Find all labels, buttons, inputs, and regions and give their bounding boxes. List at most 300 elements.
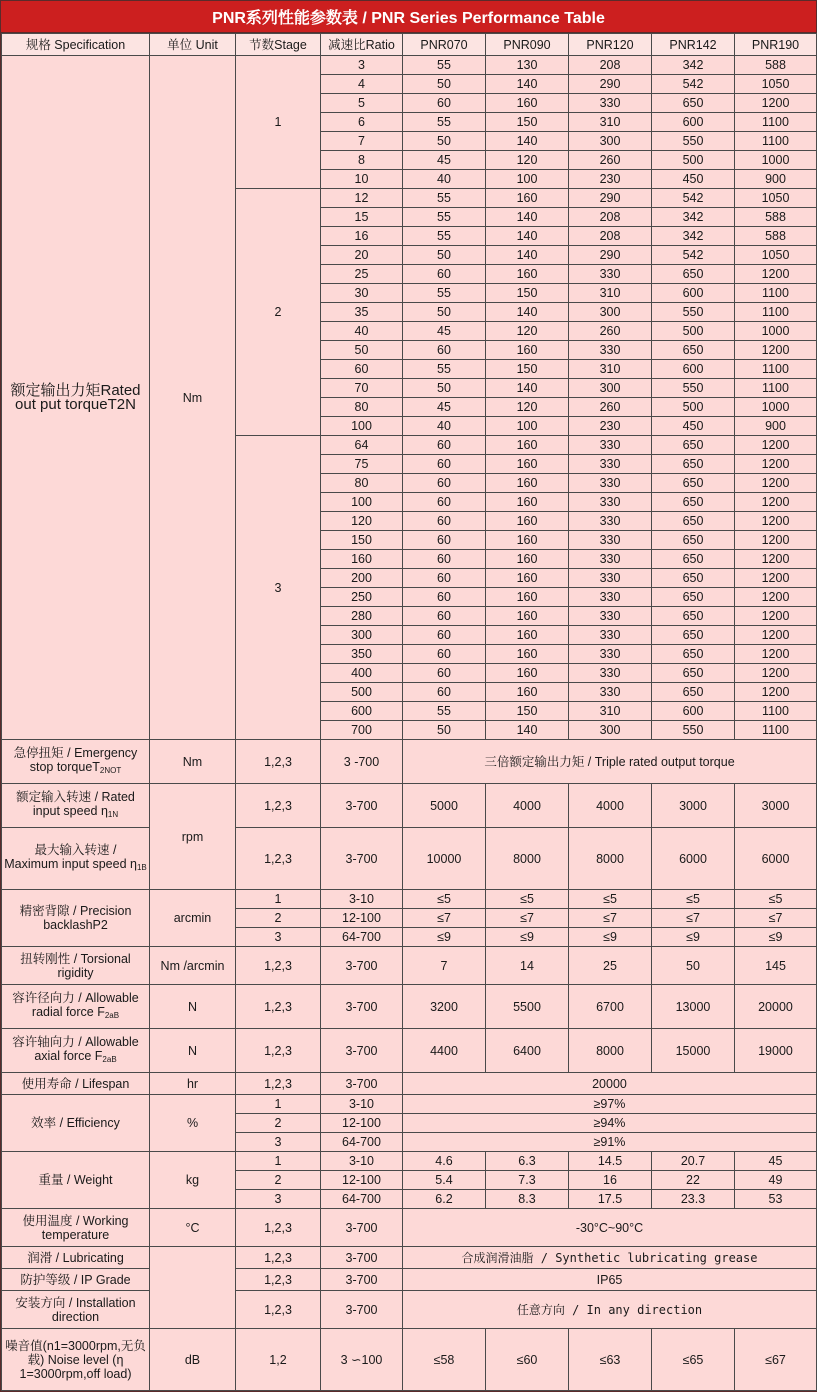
value-cell: 100	[486, 170, 569, 189]
ratio-cell: 7	[321, 132, 403, 151]
rated-speed-label-line1: 额定输入转速 / Rated	[16, 789, 135, 804]
value-cell: 550	[652, 132, 735, 151]
value-cell: 60	[403, 645, 486, 664]
value-cell: 60	[403, 455, 486, 474]
unit-cell: Nm /arcmin	[150, 947, 236, 985]
ratio-cell: 64	[321, 436, 403, 455]
value-cell: 310	[569, 360, 652, 379]
value-cell: 50	[403, 132, 486, 151]
ratio-cell: 3-700	[321, 784, 403, 828]
radial-force-label-subscript: 2aB	[104, 1010, 120, 1020]
value-cell: 600	[652, 702, 735, 721]
value-cell: 300	[569, 379, 652, 398]
noise-label: 噪音值(n1=3000rpm,无负载) Noise level (η 1=3000rpm,off load)	[2, 1329, 150, 1391]
value-cell: ≤67	[735, 1329, 817, 1391]
value-cell: 550	[652, 303, 735, 322]
emergency-label-line2: stop torqueT	[29, 759, 100, 774]
value-cell: 10000	[403, 828, 486, 890]
ratio-cell: 3-700	[321, 1291, 403, 1329]
value-cell: 1200	[735, 607, 817, 626]
value-cell: 1200	[735, 588, 817, 607]
value-cell: 8000	[569, 828, 652, 890]
unit-cell: rpm	[150, 784, 236, 890]
ratio-cell: 64-700	[321, 928, 403, 947]
table-row	[2, 1152, 817, 1171]
value-cell: 500	[652, 151, 735, 170]
value-cell: -30°C~90°C	[403, 1209, 817, 1247]
value-cell: 6000	[652, 828, 735, 890]
value-cell: 550	[652, 721, 735, 740]
table-row	[2, 947, 817, 985]
value-cell: 1100	[735, 360, 817, 379]
value-cell: 650	[652, 512, 735, 531]
value-cell: 140	[486, 379, 569, 398]
value-cell: 230	[569, 170, 652, 189]
column-header: 规格 Specification	[2, 34, 150, 56]
value-cell: 55	[403, 208, 486, 227]
table-row	[2, 1095, 817, 1114]
value-cell: 160	[486, 265, 569, 284]
value-cell: 160	[486, 588, 569, 607]
value-cell: ≤9	[735, 928, 817, 947]
value-cell: 208	[569, 208, 652, 227]
value-cell: 650	[652, 569, 735, 588]
value-cell: ≤58	[403, 1329, 486, 1391]
table-row	[2, 1269, 817, 1291]
value-cell: 1200	[735, 265, 817, 284]
column-header: PNR090	[486, 34, 569, 56]
unit-cell: dB	[150, 1329, 236, 1391]
value-cell: 1200	[735, 645, 817, 664]
value-cell: 650	[652, 626, 735, 645]
table-title: PNR系列性能参数表 / PNR Series Performance Table	[1, 1, 816, 33]
value-cell: 60	[403, 626, 486, 645]
value-cell: 310	[569, 113, 652, 132]
ratio-cell: 3-700	[321, 1029, 403, 1073]
value-cell: 1100	[735, 303, 817, 322]
value-cell: 三倍额定输出力矩 / Triple rated output torque	[403, 740, 817, 784]
value-cell: 542	[652, 246, 735, 265]
value-cell: 140	[486, 75, 569, 94]
ratio-cell: 3-700	[321, 947, 403, 985]
stage-cell: 1,2,3	[236, 1073, 321, 1095]
value-cell: 20.7	[652, 1152, 735, 1171]
ratio-cell: 25	[321, 265, 403, 284]
ratio-cell: 700	[321, 721, 403, 740]
value-cell: 500	[652, 398, 735, 417]
value-cell: 60	[403, 265, 486, 284]
value-cell: 6000	[735, 828, 817, 890]
ratio-cell: 3-700	[321, 828, 403, 890]
ratio-cell: 8	[321, 151, 403, 170]
ratio-cell: 10	[321, 170, 403, 189]
ratio-cell: 64-700	[321, 1190, 403, 1209]
value-cell: 55	[403, 227, 486, 246]
value-cell: 55	[403, 56, 486, 75]
value-cell: 20000	[735, 985, 817, 1029]
value-cell: 60	[403, 341, 486, 360]
ratio-cell: 250	[321, 588, 403, 607]
value-cell: 150	[486, 113, 569, 132]
value-cell: 160	[486, 474, 569, 493]
axial-force-label-line1: 容许轴向力 / Allowable	[12, 1034, 139, 1049]
max-speed-label-line2: Maximum input speed η	[4, 856, 137, 871]
value-cell: 1200	[735, 664, 817, 683]
value-cell: ≤7	[403, 909, 486, 928]
value-cell: 160	[486, 94, 569, 113]
value-cell: 1200	[735, 341, 817, 360]
axial-force-label	[2, 1029, 150, 1073]
value-cell: 650	[652, 664, 735, 683]
value-cell: 650	[652, 341, 735, 360]
value-cell: 450	[652, 170, 735, 189]
value-cell: 160	[486, 455, 569, 474]
stage-cell: 1	[236, 890, 321, 909]
ratio-cell: 3-700	[321, 1247, 403, 1269]
rated-speed-label-subscript: 1N	[107, 809, 119, 819]
value-cell: 60	[403, 436, 486, 455]
table-row	[2, 1073, 817, 1095]
ratio-cell: 12-100	[321, 1171, 403, 1190]
ratio-cell: 75	[321, 455, 403, 474]
value-cell: 650	[652, 607, 735, 626]
value-cell: 160	[486, 664, 569, 683]
ratio-cell: 80	[321, 398, 403, 417]
ratio-cell: 16	[321, 227, 403, 246]
value-cell: 330	[569, 455, 652, 474]
torque-label: 额定输出力矩Rated out put torqueT2N	[2, 56, 150, 740]
table-row	[2, 1291, 817, 1329]
value-cell: 160	[486, 531, 569, 550]
ratio-cell: 70	[321, 379, 403, 398]
value-cell: 160	[486, 626, 569, 645]
stage-cell: 1,2,3	[236, 985, 321, 1029]
value-cell: 160	[486, 607, 569, 626]
value-cell: 50	[403, 721, 486, 740]
value-cell: 550	[652, 379, 735, 398]
stage-cell: 1,2,3	[236, 784, 321, 828]
value-cell: ≤7	[486, 909, 569, 928]
value-cell: 330	[569, 512, 652, 531]
value-cell: 120	[486, 322, 569, 341]
column-header: 减速比Ratio	[321, 34, 403, 56]
value-cell: ≤9	[486, 928, 569, 947]
value-cell: 160	[486, 493, 569, 512]
value-cell: 1200	[735, 94, 817, 113]
ratio-cell: 60	[321, 360, 403, 379]
value-cell: 290	[569, 246, 652, 265]
max-speed-label	[2, 828, 150, 890]
value-cell: 60	[403, 569, 486, 588]
value-cell: 330	[569, 531, 652, 550]
value-cell: 160	[486, 569, 569, 588]
ratio-cell: 3-700	[321, 1073, 403, 1095]
value-cell: 342	[652, 56, 735, 75]
value-cell: ≤9	[569, 928, 652, 947]
value-cell: 120	[486, 151, 569, 170]
stage-cell: 2	[236, 909, 321, 928]
value-cell: 1200	[735, 474, 817, 493]
value-cell: ≤7	[735, 909, 817, 928]
value-cell: 15000	[652, 1029, 735, 1073]
ratio-cell: 200	[321, 569, 403, 588]
stage-cell: 1	[236, 56, 321, 189]
value-cell: 60	[403, 512, 486, 531]
value-cell: 140	[486, 132, 569, 151]
rated-speed-label-line2: input speed η	[32, 803, 108, 818]
value-cell: 55	[403, 702, 486, 721]
value-cell: 650	[652, 94, 735, 113]
ratio-cell: 100	[321, 417, 403, 436]
unit-cell	[150, 1247, 236, 1329]
value-cell: 23.3	[652, 1190, 735, 1209]
value-cell: 290	[569, 75, 652, 94]
ratio-cell: 12-100	[321, 909, 403, 928]
value-cell: 650	[652, 493, 735, 512]
ratio-cell: 3-700	[321, 985, 403, 1029]
value-cell: 60	[403, 588, 486, 607]
value-cell: 50	[403, 75, 486, 94]
ratio-cell: 3	[321, 56, 403, 75]
value-cell: 330	[569, 626, 652, 645]
value-cell: 160	[486, 512, 569, 531]
value-cell: 330	[569, 493, 652, 512]
value-cell: 5500	[486, 985, 569, 1029]
value-cell: 230	[569, 417, 652, 436]
ratio-cell: 600	[321, 702, 403, 721]
ratio-cell: 300	[321, 626, 403, 645]
value-cell: 60	[403, 683, 486, 702]
unit-cell: hr	[150, 1073, 236, 1095]
stage-cell: 1,2,3	[236, 1247, 321, 1269]
value-cell: 160	[486, 550, 569, 569]
value-cell: 1100	[735, 702, 817, 721]
value-cell: 650	[652, 550, 735, 569]
ratio-cell: 30	[321, 284, 403, 303]
value-cell: 3200	[403, 985, 486, 1029]
value-cell: 1100	[735, 113, 817, 132]
table-row	[2, 985, 817, 1029]
value-cell: 140	[486, 227, 569, 246]
stage-cell: 3	[236, 928, 321, 947]
value-cell: 140	[486, 208, 569, 227]
value-cell: 40	[403, 417, 486, 436]
column-header: 节数Stage	[236, 34, 321, 56]
ratio-cell: 100	[321, 493, 403, 512]
value-cell: 1000	[735, 398, 817, 417]
stage-cell: 1,2	[236, 1329, 321, 1391]
value-cell: 1200	[735, 455, 817, 474]
value-cell: 1000	[735, 151, 817, 170]
ratio-cell: 500	[321, 683, 403, 702]
value-cell: 3000	[652, 784, 735, 828]
value-cell: 20000	[403, 1073, 817, 1095]
lifespan-label: 使用寿命 / Lifespan	[2, 1073, 150, 1095]
stage-cell: 3	[236, 1190, 321, 1209]
value-cell: 330	[569, 474, 652, 493]
ratio-cell: 40	[321, 322, 403, 341]
column-header: PNR142	[652, 34, 735, 56]
value-cell: 330	[569, 265, 652, 284]
value-cell: 160	[486, 341, 569, 360]
value-cell: 542	[652, 189, 735, 208]
value-cell: 300	[569, 721, 652, 740]
value-cell: 50	[403, 303, 486, 322]
value-cell: 650	[652, 531, 735, 550]
stage-cell: 1	[236, 1152, 321, 1171]
ratio-cell: 120	[321, 512, 403, 531]
value-cell: 310	[569, 284, 652, 303]
value-cell: 55	[403, 189, 486, 208]
axial-force-label-subscript: 2aB	[102, 1054, 117, 1064]
value-cell: 588	[735, 56, 817, 75]
stage-cell: 2	[236, 1114, 321, 1133]
value-cell: 6.3	[486, 1152, 569, 1171]
value-cell: 300	[569, 132, 652, 151]
value-cell: 6.2	[403, 1190, 486, 1209]
value-cell: 900	[735, 417, 817, 436]
ratio-cell: 12-100	[321, 1114, 403, 1133]
value-cell: 650	[652, 683, 735, 702]
value-cell: 600	[652, 113, 735, 132]
table-row	[2, 56, 817, 75]
value-cell: 330	[569, 341, 652, 360]
stage-cell: 2	[236, 189, 321, 436]
stage-cell: 2	[236, 1171, 321, 1190]
value-cell: 19000	[735, 1029, 817, 1073]
value-cell: 650	[652, 588, 735, 607]
unit-cell: N	[150, 985, 236, 1029]
value-cell: 60	[403, 474, 486, 493]
value-cell: 50	[652, 947, 735, 985]
value-cell: 160	[486, 436, 569, 455]
value-cell: 330	[569, 683, 652, 702]
value-cell: 145	[735, 947, 817, 985]
ratio-cell: 4	[321, 75, 403, 94]
value-cell: 600	[652, 284, 735, 303]
stage-cell: 1,2,3	[236, 1291, 321, 1329]
value-cell: 260	[569, 398, 652, 417]
value-cell: 150	[486, 284, 569, 303]
max-speed-label-line1: 最大输入转速 /	[34, 842, 117, 857]
ratio-cell: 3-10	[321, 1152, 403, 1171]
radial-force-label	[2, 985, 150, 1029]
radial-force-label-line2: radial force F	[31, 1004, 105, 1019]
value-cell: 100	[486, 417, 569, 436]
ratio-cell: 15	[321, 208, 403, 227]
emergency-label-subscript: 2NOT	[99, 765, 122, 775]
value-cell: 45	[735, 1152, 817, 1171]
value-cell: 150	[486, 702, 569, 721]
ratio-cell: 35	[321, 303, 403, 322]
value-cell: 330	[569, 588, 652, 607]
value-cell: 5.4	[403, 1171, 486, 1190]
value-cell: 330	[569, 664, 652, 683]
value-cell: 330	[569, 550, 652, 569]
ratio-cell: 5	[321, 94, 403, 113]
table-row	[2, 34, 817, 56]
value-cell: 342	[652, 227, 735, 246]
value-cell: 55	[403, 284, 486, 303]
emergency-label-line1: 急停扭矩 / Emergency	[13, 745, 138, 760]
value-cell: 60	[403, 493, 486, 512]
value-cell: 49	[735, 1171, 817, 1190]
value-cell: 542	[652, 75, 735, 94]
ip-grade-label: 防护等级 / IP Grade	[2, 1269, 150, 1291]
value-cell: 7	[403, 947, 486, 985]
ratio-cell: 280	[321, 607, 403, 626]
weight-label: 重量 / Weight	[2, 1152, 150, 1209]
value-cell: 8.3	[486, 1190, 569, 1209]
value-cell: 588	[735, 227, 817, 246]
stage-cell: 3	[236, 436, 321, 740]
value-cell: 1200	[735, 512, 817, 531]
value-cell: 450	[652, 417, 735, 436]
value-cell: 160	[486, 683, 569, 702]
value-cell: 4000	[486, 784, 569, 828]
unit-cell: %	[150, 1095, 236, 1152]
stage-cell: 1,2,3	[236, 1029, 321, 1073]
value-cell: 45	[403, 151, 486, 170]
value-cell: 1000	[735, 322, 817, 341]
table-row	[2, 1209, 817, 1247]
value-cell: 4400	[403, 1029, 486, 1073]
value-cell: 150	[486, 360, 569, 379]
value-cell: 14.5	[569, 1152, 652, 1171]
ratio-cell: 3-700	[321, 1209, 403, 1247]
value-cell: IP65	[403, 1269, 817, 1291]
ratio-cell: 150	[321, 531, 403, 550]
value-cell: 208	[569, 227, 652, 246]
max-speed-label-subscript: 1B	[136, 862, 147, 872]
table-row	[2, 890, 817, 909]
ratio-cell: 400	[321, 664, 403, 683]
value-cell: 17.5	[569, 1190, 652, 1209]
value-cell: 260	[569, 322, 652, 341]
value-cell: 140	[486, 246, 569, 265]
value-cell: 6400	[486, 1029, 569, 1073]
value-cell: 650	[652, 455, 735, 474]
value-cell: 140	[486, 303, 569, 322]
value-cell: 1200	[735, 626, 817, 645]
value-cell: 60	[403, 531, 486, 550]
ratio-cell: 80	[321, 474, 403, 493]
value-cell: 60	[403, 664, 486, 683]
ratio-cell: 20	[321, 246, 403, 265]
value-cell: 7.3	[486, 1171, 569, 1190]
value-cell: 任意方向 / In any direction	[403, 1291, 817, 1329]
table-row	[2, 828, 817, 890]
value-cell: 50	[403, 246, 486, 265]
value-cell: 55	[403, 360, 486, 379]
ratio-cell: 350	[321, 645, 403, 664]
rigidity-label: 扭转刚性 / Torsional rigidity	[2, 947, 150, 985]
value-cell: 16	[569, 1171, 652, 1190]
value-cell: 53	[735, 1190, 817, 1209]
value-cell: 1050	[735, 246, 817, 265]
ratio-cell: 6	[321, 113, 403, 132]
backlash-label: 精密背隙 / Precision backlashP2	[2, 890, 150, 947]
value-cell: ≥97%	[403, 1095, 817, 1114]
value-cell: ≤9	[403, 928, 486, 947]
value-cell: 1100	[735, 721, 817, 740]
stage-cell: 1	[236, 1095, 321, 1114]
ratio-cell: 3-10	[321, 1095, 403, 1114]
value-cell: 50	[403, 379, 486, 398]
value-cell: 60	[403, 94, 486, 113]
value-cell: 140	[486, 721, 569, 740]
ratio-cell: 3 ∽100	[321, 1329, 403, 1391]
